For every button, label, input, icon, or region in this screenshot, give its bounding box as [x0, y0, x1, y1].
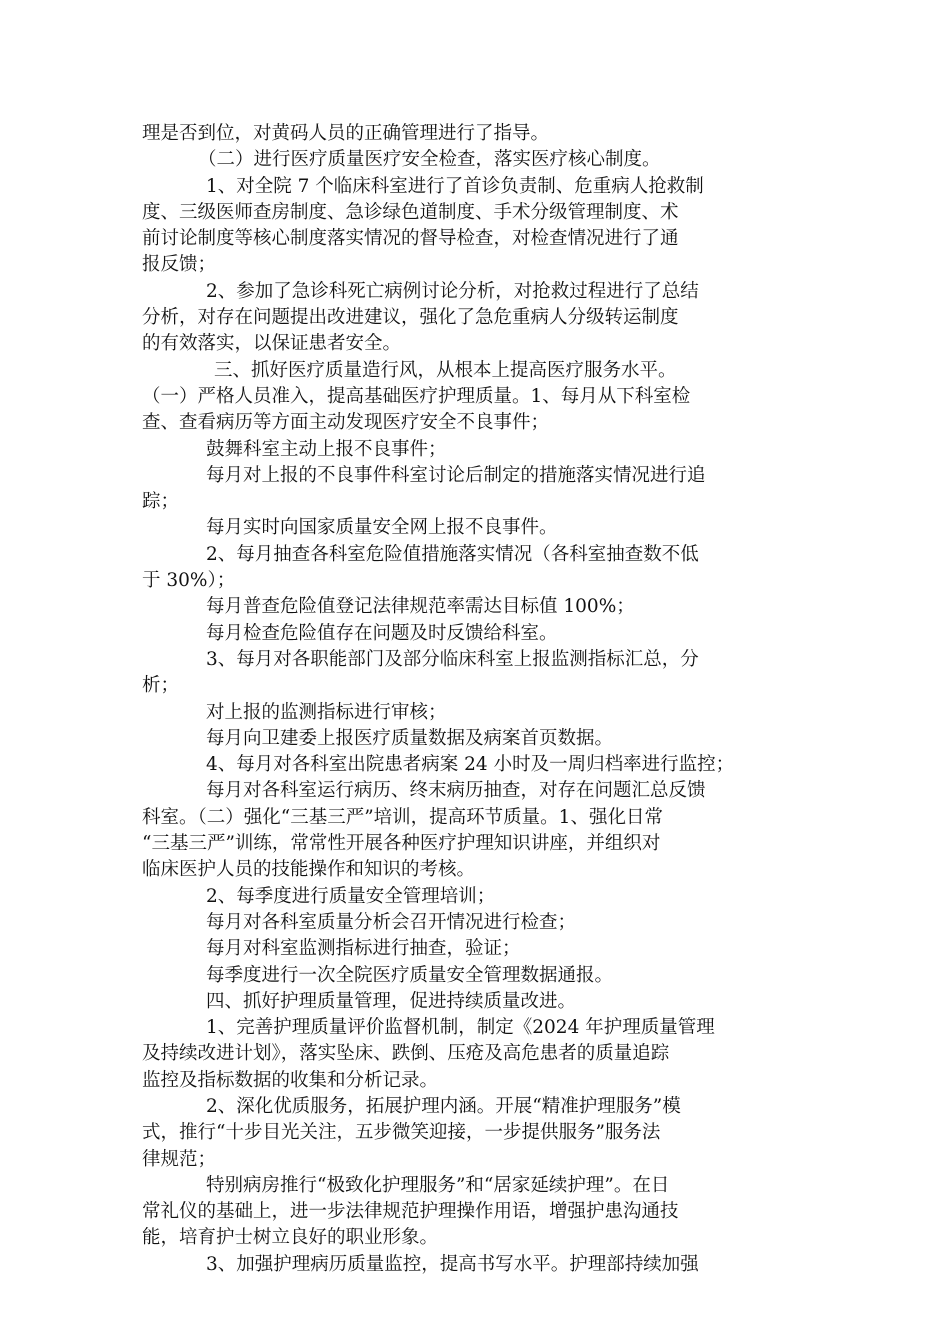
text-line: 2、每月抽查各科室危险值措施落实情况（各科室抽查数不低 — [206, 543, 699, 565]
text-line: 每月对科室监测指标进行抽查，验证； — [206, 938, 521, 960]
text-line: 1、对全院 7 个临床科室进行了首诊负责制、危重病人抢救制 — [206, 175, 704, 197]
text-line: （一）严格人员准入，提高基础医疗护理质量。1、每月从下科室检 — [142, 385, 691, 407]
text-line: 2、深化优质服务，拓展护理内涵。开展“精准护理服务”模 — [206, 1095, 681, 1117]
text-line: 前讨论制度等核心制度落实情况的督导检查，对检查情况进行了通 — [142, 228, 679, 250]
text-line: 1、完善护理质量评价监督机制，制定《2024 年护理质量管理 — [206, 1017, 715, 1039]
text-line: 每月对各科室质量分析会召开情况进行检查； — [206, 911, 577, 933]
text-line: 及持续改进计划》，落实坠床、跌倒、压疮及高危患者的质量追踪 — [142, 1043, 670, 1065]
text-line: 每月普查危险值登记法律规范率需达目标值 100%； — [206, 596, 635, 618]
text-line: 2、每季度进行质量安全管理培训； — [206, 885, 496, 907]
text-line: 分析，对存在问题提出改进建议，强化了急危重病人分级转运制度 — [142, 307, 679, 329]
text-line: 监控及指标数据的收集和分析记录。 — [142, 1069, 439, 1091]
text-line: 每月对各科室运行病历、终末病历抽查，对存在问题汇总反馈 — [206, 780, 706, 802]
text-line: 2、参加了急诊科死亡病例讨论分析，对抢救过程进行了总结 — [206, 280, 699, 302]
text-line: 式，推行“十步目光关注，五步微笑迎接，一步提供服务”服务法 — [142, 1122, 661, 1144]
text-line: 度、三级医师查房制度、急诊绿色道制度、手术分级管理制度、术 — [142, 201, 679, 223]
text-line: 特别病房推行“极致化护理服务”和“居家延续护理”。在日 — [206, 1174, 670, 1196]
text-line: 理是否到位，对黄码人员的正确管理进行了指导。 — [142, 123, 550, 144]
text-line: 科室。（二）强化“三基三严”培训，提高环节质量。1、强化日常 — [142, 806, 663, 828]
section-heading: 三、抓好医疗质量造行风，从根本上提高医疗服务水平。 — [214, 359, 677, 381]
text-line: 每季度进行一次全院医疗质量安全管理数据通报。 — [206, 964, 614, 986]
text-line: 对上报的监测指标进行审核； — [206, 701, 447, 723]
text-line: 能，培育护士树立良好的职业形象。 — [142, 1227, 439, 1249]
text-line: 4、每月对各科室出院患者病案 24 小时及一周归档率进行监控； — [206, 754, 735, 776]
section-heading: （二）进行医疗质量医疗安全检查，落实医疗核心制度。 — [198, 149, 661, 171]
section-heading: 四、抓好护理质量管理，促进持续质量改进。 — [206, 990, 577, 1012]
document-page — [142, 121, 810, 1278]
text-line: 的有效落实，以保证患者安全。 — [142, 333, 402, 355]
text-line: 每月实时向国家质量安全网上报不良事件。 — [206, 517, 558, 539]
text-line: 鼓舞科室主动上报不良事件； — [206, 438, 447, 460]
text-line: “三基三严”训练，常常性开展各种医疗护理知识讲座，并组织对 — [142, 833, 661, 855]
text-line: 析； — [142, 675, 180, 697]
text-line: 查、查看病历等方面主动发现医疗安全不良事件； — [142, 412, 550, 434]
text-line: 律规范； — [142, 1148, 217, 1170]
text-line: 于 30%）； — [142, 570, 236, 592]
text-line: 每月对上报的不良事件科室讨论后制定的措施落实情况进行追 — [206, 464, 706, 486]
text-line: 踪； — [142, 491, 180, 513]
text-line: 3、加强护理病历质量监控，提高书写水平。护理部持续加强 — [206, 1253, 699, 1275]
text-line: 每月检查危险值存在问题及时反馈给科室。 — [206, 622, 558, 644]
text-line: 3、每月对各职能部门及部分临床科室上报监测指标汇总，分 — [206, 648, 699, 670]
text-line: 每月向卫建委上报医疗质量数据及病案首页数据。 — [206, 727, 614, 749]
text-line: 报反馈； — [142, 254, 217, 276]
text-line: 临床医护人员的技能操作和知识的考核。 — [142, 859, 476, 881]
text-line: 常礼仪的基础上，进一步法律规范护理操作用语，增强护患沟通技 — [142, 1201, 679, 1223]
